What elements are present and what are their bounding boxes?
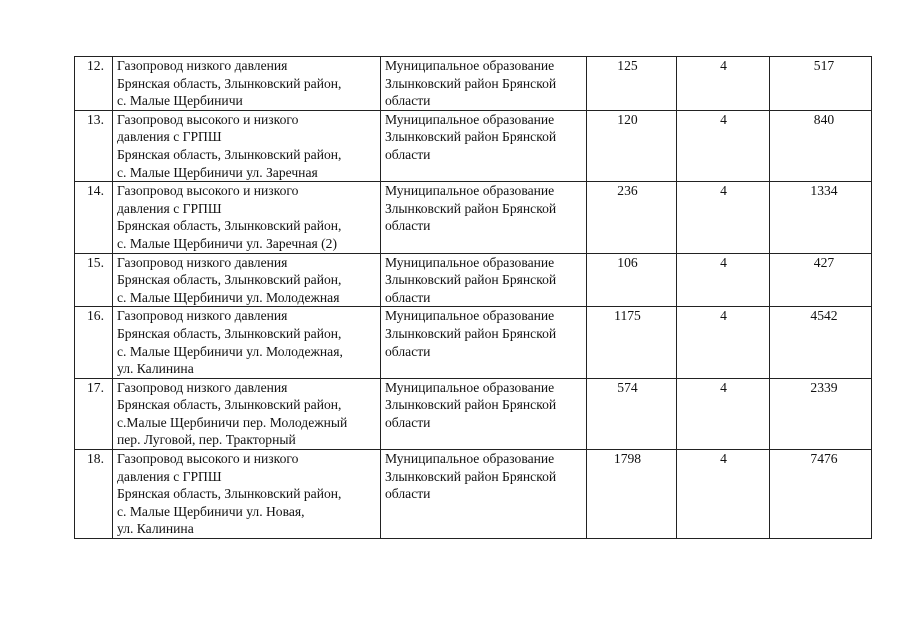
owner-name: Муниципальное образование Злынковский район Брянской области [381, 253, 587, 307]
table-row [75, 110, 872, 181]
row-number: 13. [75, 110, 113, 181]
value-col-1: 1798 [587, 450, 677, 539]
table-row [75, 307, 872, 378]
owner-name: Муниципальное образование Злынковский район Брянской области [381, 378, 587, 449]
value-col-3: 840 [770, 110, 872, 181]
owner-name: Муниципальное образование Злынковский район Брянской области [381, 450, 587, 539]
owner-name: Муниципальное образование Злынковский район Брянской области [381, 307, 587, 378]
object-name: Газопровод высокого и низкого давления с ГРПШ Брянская область, Злынковский район, с. Малые Щербиничи ул. Заречная (2) [113, 182, 381, 253]
value-col-2: 4 [677, 57, 770, 111]
registry-table [74, 56, 872, 539]
value-col-3: 427 [770, 253, 872, 307]
value-col-3: 517 [770, 57, 872, 111]
value-col-1: 125 [587, 57, 677, 111]
table-row [75, 378, 872, 449]
value-col-2: 4 [677, 182, 770, 253]
value-col-1: 574 [587, 378, 677, 449]
row-number: 15. [75, 253, 113, 307]
table-row [75, 450, 872, 539]
owner-name: Муниципальное образование Злынковский район Брянской области [381, 110, 587, 181]
owner-name: Муниципальное образование Злынковский район Брянской области [381, 57, 587, 111]
value-col-3: 7476 [770, 450, 872, 539]
object-name: Газопровод низкого давления Брянская область, Злынковский район, с. Малые Щербиничи ул. Молодежная, ул. Калинина [113, 307, 381, 378]
value-col-2: 4 [677, 378, 770, 449]
object-name: Газопровод высокого и низкого давления с ГРПШ Брянская область, Злынковский район, с. Малые Щербиничи ул. Заречная [113, 110, 381, 181]
object-name: Газопровод высокого и низкого давления с ГРПШ Брянская область, Злынковский район, с. Малые Щербиничи ул. Новая, ул. Калинина [113, 450, 381, 539]
value-col-1: 120 [587, 110, 677, 181]
value-col-1: 1175 [587, 307, 677, 378]
value-col-1: 106 [587, 253, 677, 307]
value-col-3: 1334 [770, 182, 872, 253]
object-name: Газопровод низкого давления Брянская область, Злынковский район, с. Малые Щербиничи [113, 57, 381, 111]
object-name: Газопровод низкого давления Брянская область, Злынковский район, с. Малые Щербиничи ул. Молодежная [113, 253, 381, 307]
table-row [75, 182, 872, 253]
value-col-2: 4 [677, 307, 770, 378]
row-number: 16. [75, 307, 113, 378]
row-number: 14. [75, 182, 113, 253]
row-number: 17. [75, 378, 113, 449]
table-row [75, 253, 872, 307]
value-col-3: 4542 [770, 307, 872, 378]
row-number: 18. [75, 450, 113, 539]
table-row [75, 57, 872, 111]
value-col-2: 4 [677, 253, 770, 307]
value-col-3: 2339 [770, 378, 872, 449]
value-col-2: 4 [677, 110, 770, 181]
value-col-2: 4 [677, 450, 770, 539]
owner-name: Муниципальное образование Злынковский район Брянской области [381, 182, 587, 253]
row-number: 12. [75, 57, 113, 111]
value-col-1: 236 [587, 182, 677, 253]
object-name: Газопровод низкого давления Брянская область, Злынковский район, с.Малые Щербиничи пер. Молодежный пер. Луговой, пер. Тракторный [113, 378, 381, 449]
